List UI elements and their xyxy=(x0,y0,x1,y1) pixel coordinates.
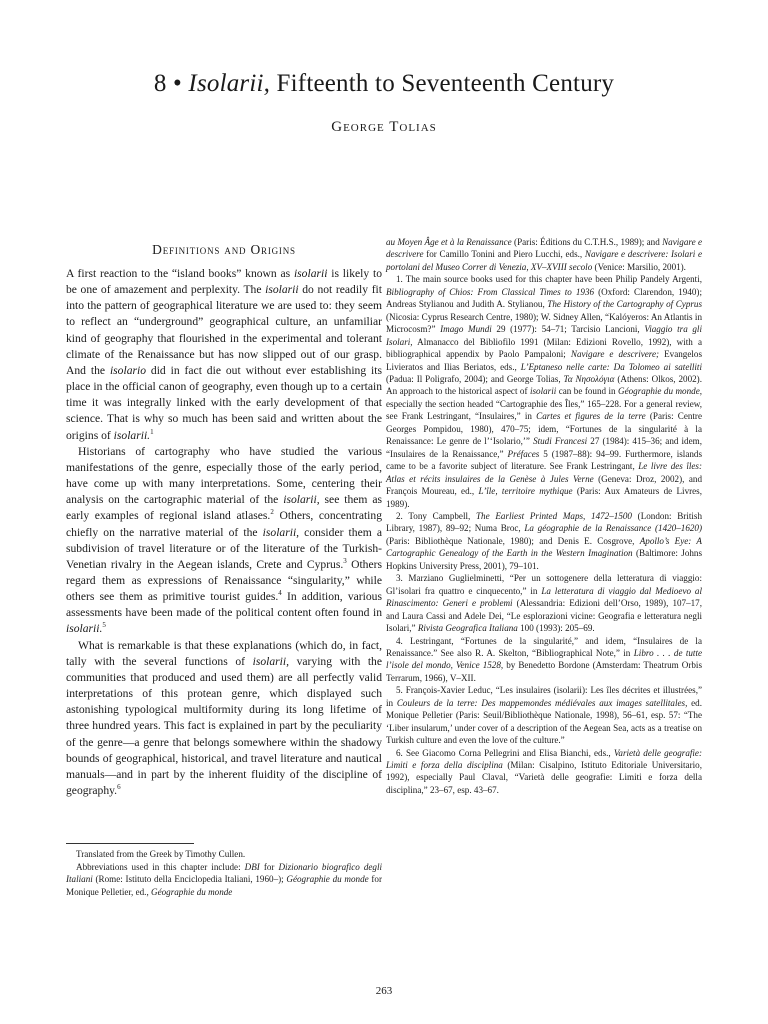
chapter-number: 8 xyxy=(153,70,167,97)
chapter-title-italic: Isolarii, xyxy=(188,70,271,97)
footnote-ref-2: 2 xyxy=(270,508,274,517)
body-paragraph-3: What is remarkable is that these explanations (which do, in fact, tally with the several functions of isolarii, varying with the communities that produced and used them) are all perfectly valid interpretations of this protean genre, which displayed such astonishing typological multiformity during its long lifetime of three hundred years. This fact is explained in part by the peculiarity of the genre—a genre that belongs somewhere within the shadowy bounds of geographical, historical, and travel literature and nautical manuals—and in part by the inherent fluidity of the discipline of geography.$^6$ xyxy=(66,638,382,797)
footnote-5: 5. François-Xavier Leduc, “Les insulaires (isolarii): Les îles décrites et illustrées,” in Couleurs de la terre: Des mappemondes médiévales aux images satellitales, ed. Monique Pelletier (Paris: Seuil/Bibliothèque Nationale, 1998), 56–61, esp. 57: “The ‘Liber insularum,’ under cover of a description of the Aegean Sea, acts as a treatise on Turkish culture and even the love of the culture.” xyxy=(386,685,702,746)
body-paragraph-1: A first reaction to the “island books” known as isolarii is likely to be one of amazement and perplexity. The isolarii do not readily fit into the pattern of geographical literature we are used to: they seem to reflect an “underground” geographical culture, an unfamiliar kind of geography that flourished in the experimental and tolerant climate of the Renaissance but has now slipped out of our grasp. And the isolario did in fact die out without ever establishing its place in the official canon of geography, even though up to a certain time it was integrally linked with the early development of that science. That is why so much has been said and written about the origins of isolarii.$^1$ xyxy=(66,267,382,442)
footnote-ref-3: 3 xyxy=(343,556,347,565)
footnote-6: 6. See Giacomo Corna Pellegrini and Elisa Bianchi, eds., Varietà delle geografie: Limiti e forza della disciplina (Milan: Cisalpino, Istituto Editoriale Universitario, 1992), especially Paul Claval, “Varietà delle geografie: Limiti e forza della disciplina,” 23–67, esp. 43–67. xyxy=(386,747,702,795)
footnote-ref-1: 1 xyxy=(150,427,154,436)
footnote-ref-4: 4 xyxy=(278,589,282,598)
chapter-separator: • xyxy=(173,70,182,97)
footnote-ref-5: 5 xyxy=(102,621,106,630)
body-paragraph-2: Historians of cartography who have studied the various manifestations of the genre, especially those of the early period, have come up with many interpretations. Some, centering their analysis on the cartographic material of the isolarii, see them as early examples of regional island atlases.$^2$ Others, concentrating chiefly on the narrative material of the isolarii, consider them a subdivision of travel literature or of the literature of the Turkish-Venetian rivalry in the Aegean islands, Crete and Cyprus.$^3$ Others regard them as expressions of Renaissance “singularity,” while others see them as primitive tourist guides.$^4$ In addition, various assessments have been made of the political content often found in isolarii.$^5$ xyxy=(66,444,382,636)
translator-note: Translated from the Greek by Timothy Cullen. xyxy=(76,849,246,859)
abbreviations-note: Abbreviations used in this chapter include: DBI for Dizionario biografico degli Italiani (Rome: Istituto della Enciclopedia Italiani, 1960–); Géographie du monde for Monique Pelletier, ed., Géographie du monde xyxy=(66,861,383,897)
footnote-divider xyxy=(66,843,194,844)
page-number: 263 xyxy=(375,985,393,997)
chapter-author: George Tolias xyxy=(331,119,437,135)
chapter-title xyxy=(0,70,768,98)
footnote-3: 3. Marziano Guglielminetti, “Per un sottogenere della letteratura di viaggio: Gl’isolari fra quattro e cinquecento,” in La letteratura di viaggio dal Medioevo al Rinascimento: Generi e problemi (Alessandria: Edizioni dell’Orso, 1989), 107–17, and Laura Cassi and Adele Dei, “Le esplorazioni vicine: Geografia e letteratura negli Isolari,” Rivista Geografica Italiana 100 (1993): 205–69. xyxy=(386,573,703,634)
footnote-2: 2. Tony Campbell, The Earliest Printed Maps, 1472–1500 (London: British Library, 1987), 89–92; Numa Broc, La géographie de la Renaissance (1420–1620) (Paris: Bibliothèque Nationale, 1980); and Denis E. Cosgrove, Apollo’s Eye: A Cartographic Genealogy of the Earth in the Western Imagination (Baltimore: Johns Hopkins University Press, 2001), 79–101. xyxy=(386,510,703,571)
chapter-title-rest: Fifteenth to Seventeenth Century xyxy=(276,70,615,97)
footnotes-right xyxy=(386,236,702,796)
footnote-ref-6: 6 xyxy=(117,783,121,792)
section-heading: Definitions and Origins xyxy=(152,242,296,257)
body-column xyxy=(66,266,382,799)
footnote-1: 1. The main source books used for this chapter have been Philip Pandely Argenti, Bibliography of Chios: From Classical Times to 1936 (Oxford: Clarendon, 1940); Andreas Stylianou and Judith A. Stylianou, The History of the Cartography of Cyprus (Nicosia: Cyprus Research Centre, 1980); W. Sidney Allen, “Kalóyeros: An Atlantis in Microcosm?” Imago Mundi 29 (1977): 54–71; Tarcisio Lancioni, Viaggio tra gli Isolari, Almanacco del Bibliofilo 1991 (Milan: Edizioni Rovello, 1992), with a bibliographical appendix by Paolo Pampaloni; Navigare e descrivere; Evangelos Livieratos and Ilias Beriatos, eds., L’Eptaneso nelle carte: Da Tolomeo ai satelliti (Padua: Il Poligrafo, 2004); and George Tolias, Τα Νησολόγια (Athens: Olkos, 2002). An approach to the historical aspect of isolarii can be found in Géographie du monde, especially the section headed “Cartographie des Îles,” 165–228. For a general review, see Frank Lestringant, “Insulaires,” in Cartes et figures de la terre (Paris: Centre Georges Pompidou, 1980), 470–75; idem, “Fortunes de la singularité à la Renaissance: Le genre de l’‘Isolario,’” Studi Francesi 27 (1984): 415–36; and idem, “Insulaires de la Renaissance,” Préfaces 5 (1987–88): 94–99. Furthermore, islands came to be a favorite subject of literature. See Frank Lestringant, Le livre des îles: Atlas et récits insulaires de la Genèse à Jules Verne (Geneva: Droz, 2002), and François Moureau, ed., L’île, territoire mythique (Paris: Aux Amateurs de Livres, 1989). xyxy=(386,274,703,509)
footnotes-left xyxy=(66,848,382,898)
footnote-4: 4. Lestringant, “Fortunes de la singularité,” and idem, “Insulaires de la Renaissance.” See also R. A. Skelton, “Bibliographical Note,” in Libro . . . de tutte l’isole del mondo, Venice 1528, by Benedetto Bordone (Amsterdam: Theatrum Orbis Terrarum, 1966), V–XII. xyxy=(386,635,703,683)
abbreviations-continued: au Moyen Âge et à la Renaissance (Paris: Éditions du C.T.H.S., 1989); and Navigare e descrivere for Camillo Tonini and Piero Lucchi, eds., Navigare e descrivere: Isolari e portolani del Museo Correr di Venezia, XV–XVIII secolo (Venice: Marsilio, 2001). xyxy=(386,237,702,272)
